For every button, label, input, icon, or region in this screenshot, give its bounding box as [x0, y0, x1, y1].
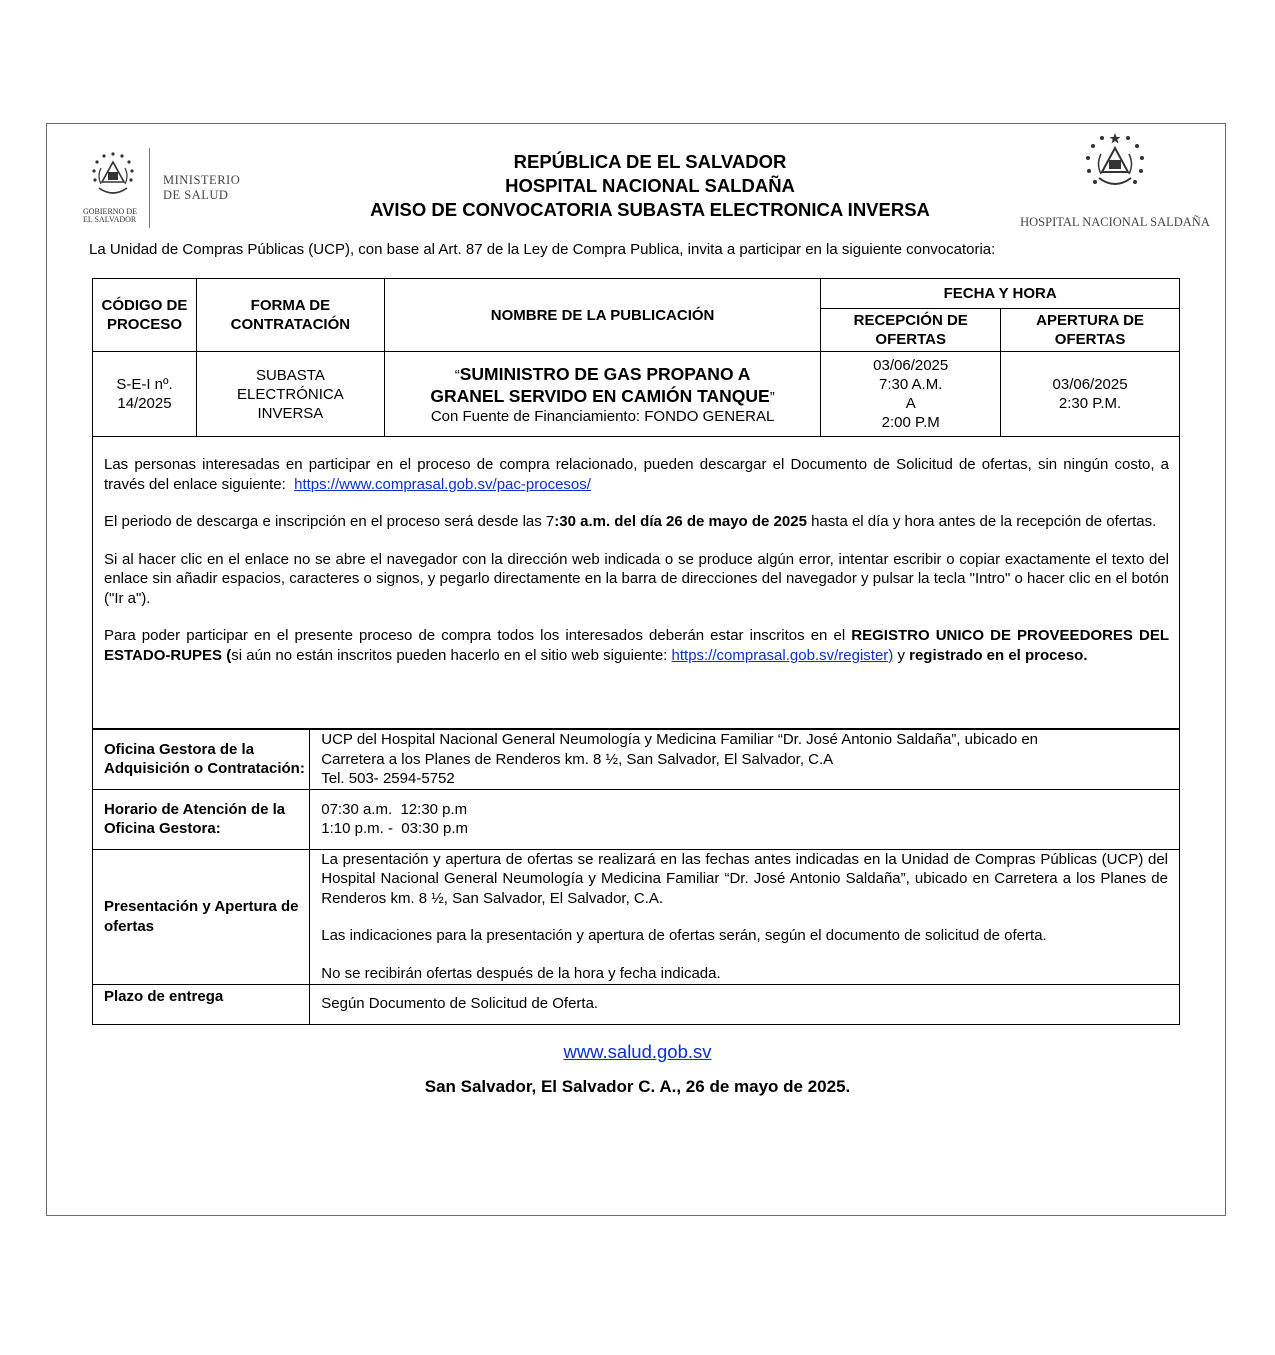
- cell-nombre: [384, 352, 820, 437]
- presentacion-value: [310, 849, 1180, 984]
- presentacion-paragraph2: Las indicaciones para la presentación y apertura de ofertas serán, según el documento de solicitud de oferta.: [321, 927, 1047, 945]
- ministry-line2: DE SALUD: [163, 188, 229, 202]
- salud-website-link[interactable]: www.salud.gob.sv: [563, 1041, 712, 1062]
- plazo-label: Plazo de entrega: [93, 984, 310, 1024]
- rupes-text-a: Para poder participar en el presente proceso de compra todos los interesados deberán estar inscritos en el: [104, 627, 852, 644]
- seal-caption-line1: GOBIERNO DE: [83, 207, 137, 216]
- period-text-a: El periodo de descarga e inscripción en el proceso será desde las 7: [104, 513, 555, 530]
- codigo-line2: 14/2025: [117, 395, 172, 412]
- close-quote: ”: [769, 388, 775, 406]
- recepcion-line4: 2:00 P.M: [881, 414, 940, 431]
- header-nombre: NOMBRE DE LA PUBLICACIÓN: [384, 279, 820, 352]
- open-quote: “: [454, 366, 460, 384]
- footer-link-wrap: [0, 1041, 1275, 1063]
- oficina-line2: Carretera a los Planes de Renderos km. 8 ½, San Salvador, El Salvador, C.A: [321, 750, 834, 768]
- rupes-text-bold: REGISTRO UNICO DE PROVEEDORES DEL ESTADO-RUPES (: [104, 627, 1169, 664]
- paragraph-period: [104, 512, 1169, 532]
- paragraph-link-help: Si al hacer clic en el enlace no se abre el navegador con la dirección web indicada o se produce algún error, intentar escribir o copiar exactamente el texto del enlace sin añadir espacios, caracteres o signos, y pegarlo directamente en la barra de direcciones del navegador y pulsar la tecla "Intro" o hacer clic en el botón ("Ir a").: [104, 550, 1169, 607]
- cell-recepcion: [821, 352, 1001, 437]
- oficina-line1: UCP del Hospital Nacional General Neumología y Medicina Familiar “Dr. José Antonio Saldaña”, ubicado en: [321, 731, 1039, 748]
- oficina-value: [310, 730, 1180, 790]
- hospital-logo-caption: HOSPITAL NACIONAL SALDAÑA: [1020, 215, 1210, 229]
- header-line1: REPÚBLICA DE EL SALVADOR: [513, 151, 787, 172]
- rupes-text-c: si aún no están inscritos pueden hacerlo en el sitio web siguiente:: [231, 646, 672, 664]
- header-codigo: CÓDIGO DE PROCESO: [93, 279, 197, 352]
- cell-forma: [196, 352, 384, 437]
- download-text: Las personas interesadas en participar en el proceso de compra relacionado, pueden descargar el Documento de Solicitud de ofertas, sin ningún costo, a través del enlace siguiente:: [104, 456, 1169, 493]
- process-table: [92, 278, 1180, 437]
- oficina-label: Oficina Gestora de la Adquisición o Contratación:: [93, 730, 310, 790]
- presentacion-paragraph3: No se recibirán ofertas después de la hora y fecha indicada.: [321, 964, 721, 982]
- rupes-text-d: y: [893, 646, 910, 664]
- paragraph-download: [104, 455, 1169, 494]
- header-fecha: FECHA Y HORA: [821, 279, 1180, 309]
- document-header: [290, 150, 1010, 222]
- horario-line2: 1:10 p.m. - 03:30 p.m: [321, 820, 468, 837]
- comprasal-register-link[interactable]: https://comprasal.gob.sv/register): [671, 646, 894, 664]
- header-line2: HOSPITAL NACIONAL SALDAÑA: [505, 175, 795, 196]
- presentacion-label: Presentación y Apertura de ofertas: [93, 849, 310, 984]
- forma-line1: SUBASTA: [255, 366, 325, 384]
- plazo-value: Según Documento de Solicitud de Oferta.: [310, 984, 1180, 1024]
- recepcion-line1: 03/06/2025: [873, 357, 949, 374]
- forma-line3: INVERSA: [257, 404, 324, 422]
- nombre-financing: Con Fuente de Financiamiento: FONDO GENERAL: [430, 407, 775, 425]
- instructions-box: [92, 436, 1180, 729]
- header-forma: FORMA DE CONTRATACIÓN: [196, 279, 384, 352]
- footer-date: San Salvador, El Salvador C. A., 26 de mayo de 2025.: [424, 1077, 851, 1096]
- ministry-line1: MINISTERIO: [163, 173, 241, 187]
- logo-divider: [149, 148, 150, 228]
- period-text-bold: :30 a.m. del día 26 de mayo de 2025: [554, 513, 807, 530]
- horario-value: [310, 789, 1180, 849]
- hospital-logo: [1020, 132, 1210, 232]
- recepcion-line2: 7:30 A.M.: [879, 376, 943, 393]
- header-line3: AVISO DE CONVOCATORIA SUBASTA ELECTRONICA INVERSA: [370, 199, 930, 220]
- horario-label: Horario de Atención de la Oficina Gestora:: [93, 789, 310, 849]
- apertura-line2: 2:30 P.M.: [1058, 395, 1122, 412]
- period-text-c: hasta el día y hora antes de la recepción de ofertas.: [806, 513, 1157, 530]
- seal-caption-line2: EL SALVADOR: [83, 215, 137, 224]
- cell-apertura: [1001, 352, 1180, 437]
- codigo-line1: S-E-I nº.: [116, 376, 173, 393]
- rupes-text-bold-2: registrado en el proceso.: [909, 646, 1088, 664]
- header-apertura: APERTURA DE OFERTAS: [1001, 309, 1180, 352]
- recepcion-line3: A: [905, 395, 916, 412]
- apertura-line1: 03/06/2025: [1052, 376, 1128, 393]
- ministry-logo: [83, 148, 253, 228]
- header-recepcion: RECEPCIÓN DE OFERTAS: [821, 309, 1001, 352]
- cell-codigo: [93, 352, 197, 437]
- ministry-name: [163, 173, 240, 203]
- nombre-line2: GRANEL SERVIDO EN CAMIÓN TANQUE: [430, 385, 770, 406]
- horario-line1: 07:30 a.m. 12:30 p.m: [321, 800, 468, 818]
- oficina-phone: Tel. 503- 2594-5752: [321, 770, 455, 787]
- presentacion-paragraph1: La presentación y apertura de ofertas se realizará en las fechas antes indicadas en la Unidad de Compras Públicas (UCP) del Hospital Nacional General Neumología y Medicina Familiar “Dr. José Antonio Saldaña”, ubicado en Carretera a los Planes de Renderos km. 8 ½, San Salvador, El Salvador, C.A.: [321, 850, 1168, 907]
- nombre-line1: SUMINISTRO DE GAS PROPANO A: [459, 363, 751, 384]
- paragraph-rupes: [104, 626, 1169, 665]
- forma-line2: ELECTRÓNICA: [237, 385, 344, 403]
- info-table: [92, 729, 1180, 1025]
- comprasal-procesos-link[interactable]: https://www.comprasal.gob.sv/pac-procesos/: [294, 475, 591, 493]
- coat-of-arms-icon: [83, 148, 143, 228]
- intro-text: La Unidad de Compras Públicas (UCP), con base al Art. 87 de la Ley de Compra Publica, invita a participar en la siguiente convocatoria:: [89, 241, 996, 258]
- coat-of-arms-icon: [1080, 132, 1150, 202]
